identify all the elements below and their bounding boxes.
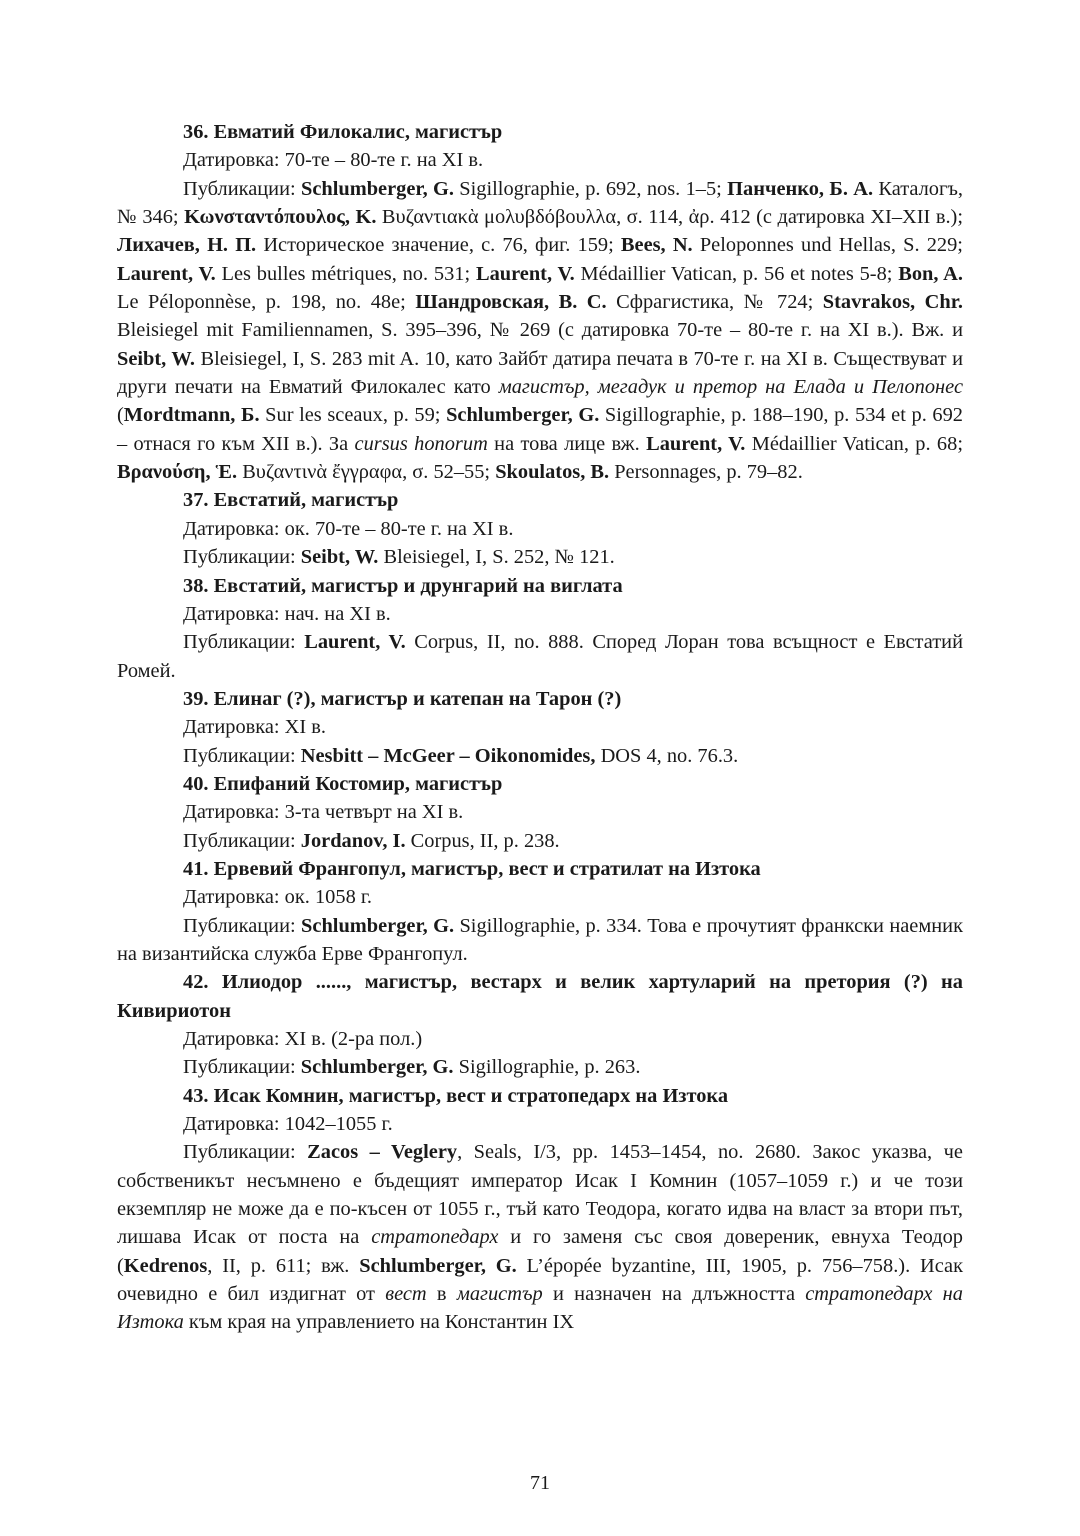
entry <box>117 685 963 770</box>
entry-publications <box>117 1138 963 1336</box>
author-name: Лихачев, Н. П. <box>117 234 257 257</box>
entry-heading: 40. Епифаний Костомир, магистър <box>183 772 503 795</box>
text-run: Сфрагистика, № 724; <box>606 291 823 314</box>
text-run: Sigillographie, p. 263. <box>453 1056 641 1079</box>
entry-heading: 42. Илиодор ......, магистър, вестарх и велик хартуларий на претория (?) на Кивириотон <box>117 971 963 1022</box>
text-run: Personnages, p. 79–82. <box>609 461 803 484</box>
entry-heading: 38. Евстатий, магистър и друнгарий на виглата <box>183 574 623 597</box>
text-run: Bleisiegel, I, S. 283 mit A. 10, като Зайбт датира печата в 70-те г. на XI в. Съществуват и други печати на Евматий Филокалес като <box>117 347 963 399</box>
entry-heading: 41. Ервевий Франгопул, магистър, вест и стратилат на Изтока <box>183 857 761 880</box>
text-run: Médaillier Vatican, p. 56 et notes 5-8; <box>574 262 899 285</box>
entry-publications <box>117 1053 963 1081</box>
text-run: Sigillographie, p. 188–190, p. 534 et p. 692 – отнася го към XII в.). За <box>117 404 963 455</box>
page-number: 71 <box>530 1472 550 1494</box>
document-body <box>117 118 963 1337</box>
text-run: Le Péloponnèse, p. 198, no. 48e; <box>117 291 416 314</box>
text-run: , II, p. 611; вж. <box>207 1254 360 1277</box>
author-name: Stavrakos, Chr. <box>822 291 963 314</box>
text-run: Каталогъ, № 346; <box>117 177 963 229</box>
author-name: Jordanov, I. <box>300 829 406 852</box>
author-name: Mordtmann, Б. <box>123 404 260 427</box>
author-name: Laurent, V. <box>475 262 575 285</box>
entry-heading: 43. Исак Комнин, магистър, вест и стратопедарх на Изтока <box>183 1084 729 1107</box>
italic-term: магистър <box>456 1283 543 1306</box>
entry-heading: 37. Евстатий, магистър <box>183 489 399 512</box>
entry-dating: Датировка: ок. 1058 г. <box>183 886 373 909</box>
entry <box>117 572 963 685</box>
italic-term: стратопедарх <box>371 1226 499 1249</box>
entry <box>117 968 963 1081</box>
text-run: и го заменя със своя довереник, евнуха Теодор ( <box>117 1226 963 1277</box>
author-name: Nesbitt – McGeer – Oikonomides, <box>300 744 596 767</box>
text-run: и назначен на длъжността <box>542 1283 806 1306</box>
text-run: L’épopée byzantine, III, 1905, p. 756–758.). Исак очевидно е бил издигнат от <box>117 1254 963 1306</box>
entry-dating: Датировка: ок. 70-те – 80-те г. на XI в. <box>183 517 514 540</box>
author-name: Seibt, W. <box>117 347 195 370</box>
author-name: Schlumberger, G. <box>301 914 455 937</box>
entry-publications <box>117 175 963 487</box>
text-run: към края на управлението на Константин IX <box>183 1311 575 1334</box>
entry <box>117 486 963 571</box>
entry-publications <box>117 543 963 571</box>
text-run: Médaillier Vatican, p. 68; <box>745 432 963 455</box>
text-run: Публикации: <box>183 177 301 200</box>
text-run: , Seals, I/3, pp. 1453–1454, no. 2680. Закос указва, че собственикът несъмнено е бъдещият император Исак I Комнин (1057–1059 г.) и че този екземпляр не може да е по-късен от 1055 г., тъй като Теодора, когато идва на власт за втори път, лишава Исак от поста на <box>117 1141 963 1249</box>
author-name: Laurent, V. <box>117 262 216 285</box>
text-run: Sigillographie, p. 692, nos. 1–5; <box>453 177 728 200</box>
text-run: Les bulles métriques, no. 531; <box>215 262 476 285</box>
text-run: в <box>426 1283 457 1306</box>
entry-publications <box>117 742 963 770</box>
text-run: Sur les sceaux, p. 59; <box>259 404 447 427</box>
entry <box>117 855 963 968</box>
italic-term: cursus honorum <box>354 432 488 455</box>
author-name: Schlumberger, G. <box>300 1056 454 1079</box>
text-run: Sigillographie, p. 334. Това е прочутият франкски наемник на византийска служба Ерве Франгопул. <box>117 914 963 965</box>
text-run: Bleisiegel mit Familiennamen, S. 395–396, № 269 (с датировка 70-те – 80-те г. на XI в.). Вж. и <box>117 319 963 342</box>
author-name: Skoulatos, B. <box>495 461 610 484</box>
author-name: Kedrenos <box>123 1254 208 1277</box>
text-run: Публикации: <box>183 744 301 767</box>
author-name: Laurent, V. <box>646 432 746 455</box>
entry-dating: Датировка: нач. на XI в. <box>183 602 391 625</box>
entry <box>117 118 963 486</box>
text-run: ( <box>117 404 124 427</box>
text-run: Историческое значение, с. 76, фиг. 159; <box>256 234 621 257</box>
entry-publications <box>117 628 963 685</box>
italic-term: стратопедарх на Изтока <box>117 1283 963 1334</box>
author-name: Κωνσταντόπουλος, Κ. <box>184 206 377 229</box>
text-run: Публикации: <box>183 914 302 937</box>
entry-publications <box>117 912 963 969</box>
author-name: Панченко, Б. А. <box>727 177 874 200</box>
author-name: Schlumberger, G. <box>446 404 600 427</box>
text-run: DOS 4, no. 76.3. <box>595 744 739 767</box>
text-run: Corpus, II, no. 888. Според Лоран това всъщност е Евстатий Ромей. <box>117 631 963 682</box>
text-run: Corpus, II, p. 238. <box>405 829 560 852</box>
author-name: Schlumberger, G. <box>300 177 454 200</box>
author-name: Bon, A. <box>898 262 963 285</box>
text-run: Βυζαντινὰ ἔγγραφα, σ. 52–55; <box>237 461 496 484</box>
text-run: Βυζαντιακὰ μολυβδόβουλλα, σ. 114, ἀρ. 412 (с датировка XI–XII в.); <box>376 206 964 229</box>
entry-dating: Датировка: 3-та четвърт на XI в. <box>183 801 464 824</box>
author-name: Βρανούση, Ἑ. <box>117 461 238 484</box>
author-name: Шандровская, В. С. <box>415 291 607 314</box>
italic-term: вест <box>385 1283 427 1306</box>
entry-dating: Датировка: XI в. <box>183 716 327 739</box>
text-run: Публикации: <box>183 829 301 852</box>
entry-publications <box>117 827 963 855</box>
entry-dating: Датировка: 70-те – 80-те г. на XI в. <box>183 149 484 172</box>
text-run: Bleisiegel, I, S. 252, № 121. <box>378 546 615 569</box>
entry <box>117 1082 963 1337</box>
entry-dating: Датировка: XI в. (2-ра пол.) <box>183 1028 423 1050</box>
text-run: Публикации: <box>183 631 305 654</box>
author-name: Bees, N. <box>620 234 693 257</box>
text-run: Публикации: <box>183 546 301 569</box>
author-name: Zacos – Veglery <box>307 1141 458 1164</box>
entry-heading: 39. Елинаг (?), магистър и катепан на Тарон (?) <box>183 687 622 710</box>
italic-term: магистър, мегадук и претор на Елада и Пелопонес <box>498 376 964 399</box>
author-name: Seibt, W. <box>300 546 379 569</box>
text-run: Peloponnes und Hellas, S. 229; <box>692 234 963 257</box>
author-name: Laurent, V. <box>304 631 406 654</box>
text-run: Публикации: <box>183 1056 301 1079</box>
text-run: на това лице вж. <box>487 432 647 455</box>
author-name: Schlumberger, G. <box>359 1254 517 1277</box>
entry-dating: Датировка: 1042–1055 г. <box>183 1113 393 1136</box>
entry <box>117 770 963 855</box>
entry-heading: 36. Евматий Филокалис, магистър <box>183 121 503 143</box>
text-run: Публикации: <box>183 1141 308 1164</box>
